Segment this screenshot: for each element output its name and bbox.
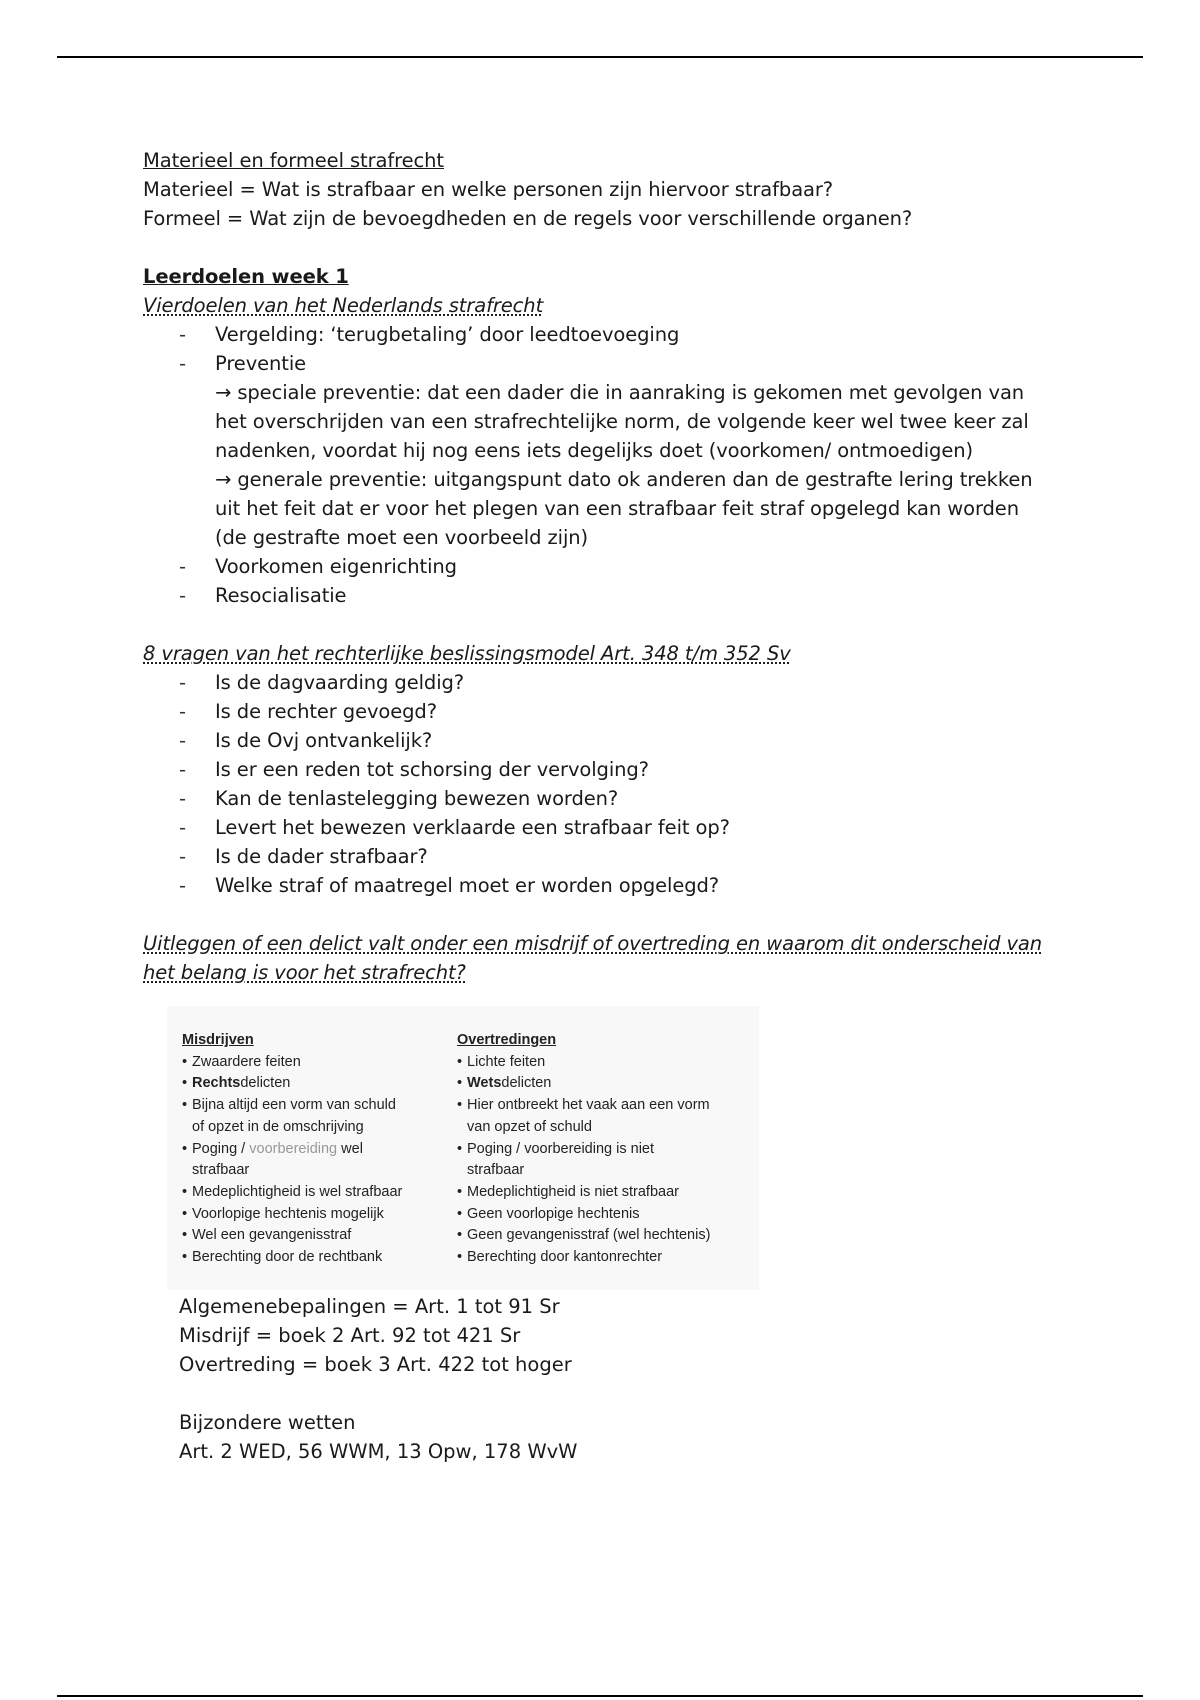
list-item: - Is de dader strafbaar? (143, 842, 1063, 871)
preventie-line: uit het feit dat er voor het plegen van een strafbaar feit straf opgelegd kan worden (215, 497, 1019, 520)
vragen-list (143, 668, 1063, 900)
overtreding-line: Overtreding = boek 3 Art. 422 tot hoger (179, 1353, 572, 1376)
preventie-line: nadenken, voordat hij nog eens iets degelijks doet (voorkomen/ ontmoedigen) (215, 439, 973, 462)
table-item: • Berechting door de rechtbank (182, 1247, 452, 1269)
table-item: • Poging / voorbereiding is niet strafbaar (457, 1139, 757, 1182)
materieel-definition: Materieel = Wat is strafbaar en welke personen zijn hiervoor strafbaar? (143, 178, 834, 201)
table-item: • Wetsdelicten (457, 1073, 757, 1095)
formeel-definition: Formeel = Wat zijn de bevoegdheden en de regels voor verschillende organen? (143, 207, 913, 230)
table-item: • Hier ontbreekt het vaak aan een vorm van opzet of schuld (457, 1095, 757, 1138)
preventie-line: → generale preventie: uitgangspunt dato ok anderen dan de gestrafte lering trekken (215, 468, 1033, 491)
overtredingen-column (457, 1030, 757, 1269)
bijzondere-wetten-line: Art. 2 WED, 56 WWM, 13 Opw, 178 WvW (179, 1440, 578, 1463)
table-item: • Geen voorlopige hechtenis (457, 1204, 757, 1226)
table-item: • Poging / voorbereiding wel strafbaar (182, 1139, 452, 1182)
column-header: Overtredingen (457, 1032, 557, 1048)
table-item: • Zwaardere feiten (182, 1052, 452, 1074)
subheading-8-vragen: 8 vragen van het rechterlijke beslissingsmodel Art. 348 t/m 352 Sv (143, 642, 791, 665)
wetboek-overview (179, 1292, 577, 1466)
bijzondere-wetten-title: Bijzondere wetten (179, 1411, 356, 1434)
table-item: • Voorlopige hechtenis mogelijk (182, 1204, 452, 1226)
table-item: • Medeplichtigheid is niet strafbaar (457, 1182, 757, 1204)
preventie-detail (143, 378, 1063, 552)
preventie-line: (de gestrafte moet een voorbeeld zijn) (215, 526, 589, 549)
list-item: - Resocialisatie (143, 581, 1063, 610)
list-item: - Kan de tenlastelegging bewezen worden? (143, 784, 1063, 813)
section-title-leerdoelen: Leerdoelen week 1 (143, 265, 349, 288)
table-item: • Wel een gevangenisstraf (182, 1225, 452, 1247)
list-item: - Is er een reden tot schorsing der vervolging? (143, 755, 1063, 784)
document-body (143, 146, 1063, 987)
list-item: - Is de rechter gevoegd? (143, 697, 1063, 726)
section-title-materieel-formeel: Materieel en formeel strafrecht (143, 149, 444, 172)
footer-rule (57, 1695, 1143, 1697)
list-item: - Welke straf of maatregel moet er worden opgelegd? (143, 871, 1063, 900)
misdrijven-column (182, 1030, 452, 1269)
list-item: - Vergelding: ‘terugbetaling’ door leedtoevoeging (143, 320, 1063, 349)
list-item: - Is de Ovj ontvankelijk? (143, 726, 1063, 755)
doelen-list (143, 320, 1063, 378)
table-item: • Medeplichtigheid is wel strafbaar (182, 1182, 452, 1204)
table-item: • Rechtsdelicten (182, 1073, 452, 1095)
list-item: - Levert het bewezen verklaarde een strafbaar feit op? (143, 813, 1063, 842)
subheading-vierdoelen: Vierdoelen van het Nederlands strafrecht (143, 294, 544, 317)
table-item: • Lichte feiten (457, 1052, 757, 1074)
misdrijf-line: Misdrijf = boek 2 Art. 92 tot 421 Sr (179, 1324, 521, 1347)
algemene-bepalingen-line: Algemenebepalingen = Art. 1 tot 91 Sr (179, 1295, 560, 1318)
table-item: • Geen gevangenisstraf (wel hechtenis) (457, 1225, 757, 1247)
list-item: - Is de dagvaarding geldig? (143, 668, 1063, 697)
list-item: - Voorkomen eigenrichting (143, 552, 1063, 581)
table-item: • Berechting door kantonrechter (457, 1247, 757, 1269)
preventie-line: het overschrijden van een strafrechtelijke norm, de volgende keer wel twee keer zal (215, 410, 1029, 433)
preventie-line: → speciale preventie: dat een dader die in aanraking is gekomen met gevolgen van (215, 381, 1025, 404)
doelen-list-continued (143, 552, 1063, 610)
column-header: Misdrijven (182, 1032, 254, 1048)
list-item: - Preventie (143, 349, 1063, 378)
table-item: • Bijna altijd een vorm van schuld of opzet in de omschrijving (182, 1095, 452, 1138)
header-rule (57, 56, 1143, 58)
misdrijf-overtreding-table (167, 1006, 759, 1290)
subheading-uitleggen-1: Uitleggen of een delict valt onder een misdrijf of overtreding en waarom dit onderscheid van (143, 932, 1043, 955)
subheading-uitleggen-2: het belang is voor het strafrecht? (143, 961, 466, 984)
